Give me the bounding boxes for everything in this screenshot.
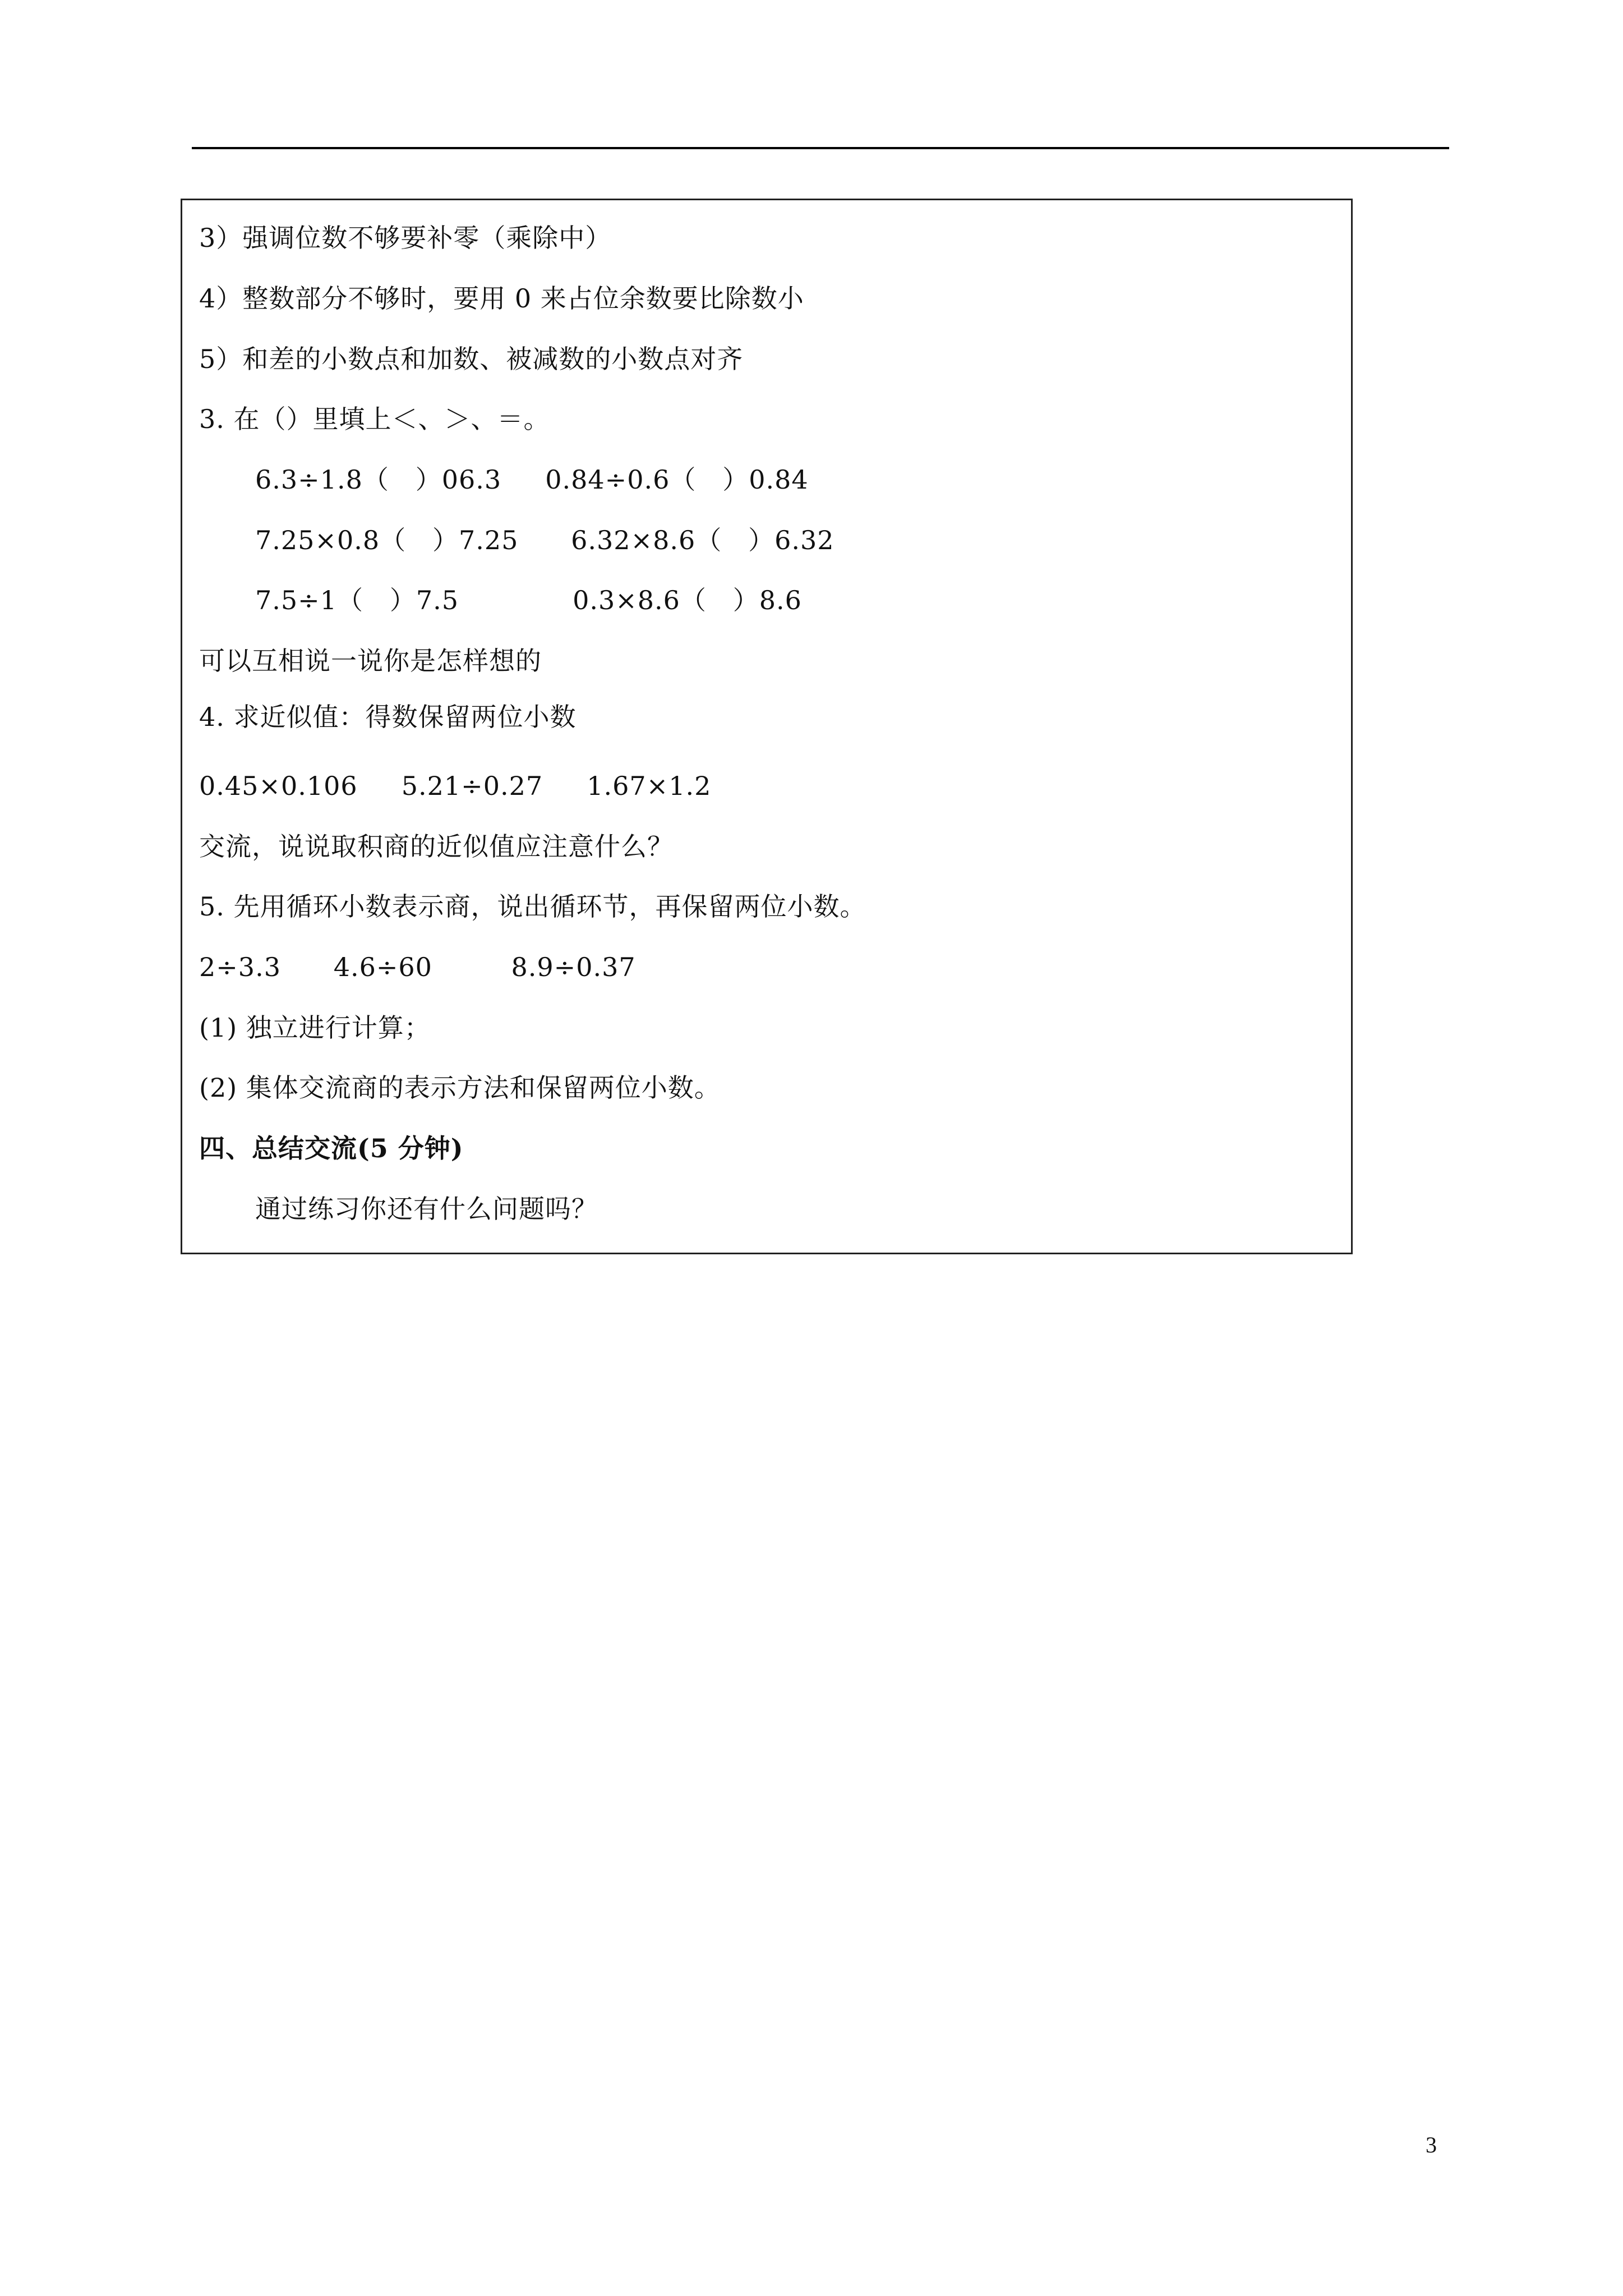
exercise-row: 7.5÷1（ ）7.5 0.3×8.6（ ）8.6 [255, 585, 802, 615]
text-line: 3. 在（）里填上＜、＞、＝。 [199, 404, 550, 434]
exercise-row: 0.45×0.106 5.21÷0.27 1.67×1.2 [199, 771, 712, 801]
text-line: (1) 独立进行计算； [199, 1013, 431, 1043]
text-line: 交流，说说取积商的近似值应注意什么？ [199, 831, 674, 862]
header-rule [192, 147, 1449, 149]
page-number: 3 [1426, 2132, 1437, 2157]
exercise-row: 2÷3.3 4.6÷60 8.9÷0.37 [199, 952, 636, 982]
text-line: 可以互相说一说你是怎样想的 [199, 646, 542, 676]
text-line: 4. 求近似值：得数保留两位小数 [199, 702, 577, 732]
text-line: 5. 先用循环小数表示商，说出循环节，再保留两位小数。 [199, 891, 866, 922]
content-box [181, 199, 1353, 1254]
section-heading: 四、总结交流(5 分钟) [199, 1133, 464, 1163]
text-line: (2) 集体交流商的表示方法和保留两位小数。 [199, 1073, 721, 1103]
text-line: 3）强调位数不够要补零（乘除中） [199, 223, 612, 253]
text-line: 5）和差的小数点和加数、被减数的小数点对齐 [199, 344, 744, 374]
text-line: 通过练习你还有什么问题吗？ [255, 1194, 598, 1224]
exercise-row: 7.25×0.8（ ）7.25 6.32×8.6（ ）6.32 [255, 525, 834, 555]
exercise-row: 6.3÷1.8（ ）06.3 0.84÷0.6（ ）0.84 [255, 464, 809, 495]
text-line: 4）整数部分不够时，要用 0 来占位余数要比除数小 [199, 283, 804, 314]
